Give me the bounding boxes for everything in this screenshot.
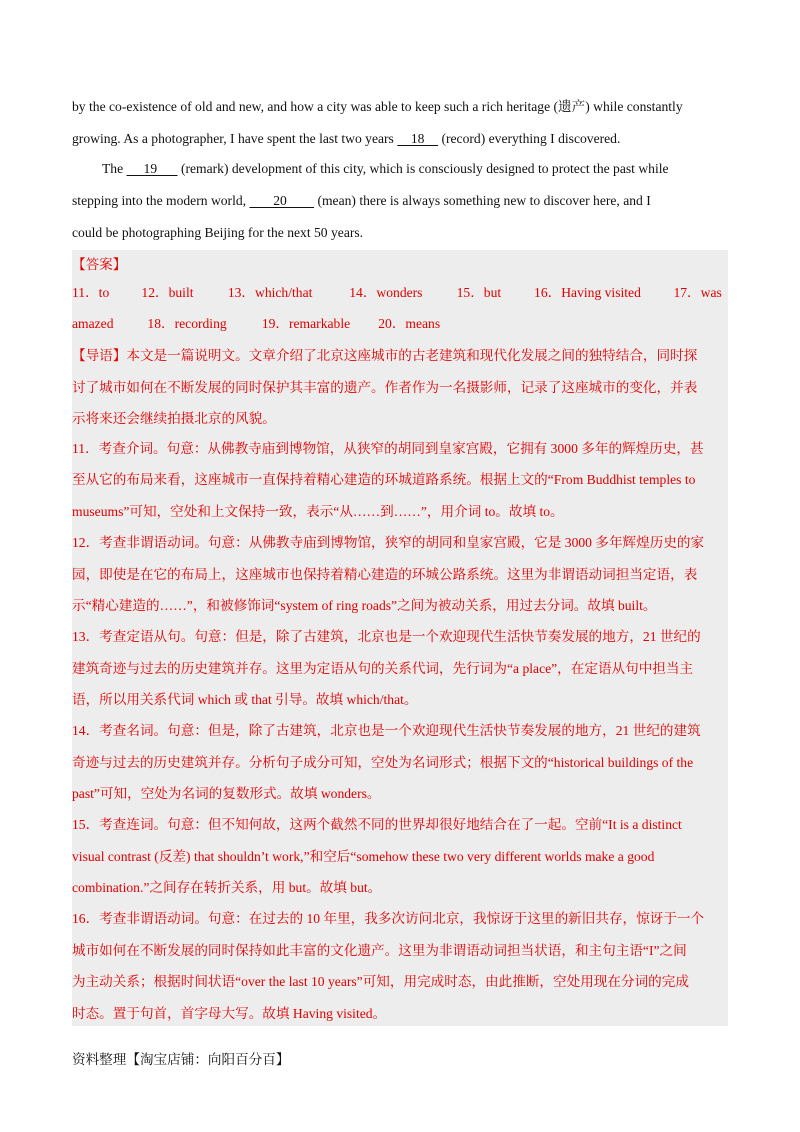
answer-row <box>72 284 728 302</box>
answer-item: 16．Having visited <box>534 285 641 300</box>
answer-item: 15．but <box>456 285 502 300</box>
analysis-line: museums”可知，空处和上文保持一致，表示“从……到……”，用介词 to。故填 to。 <box>72 504 564 519</box>
analysis-line: 【导语】本文是一篇说明文。文章介绍了北京这座城市的古老建筑和现代化发展之间的独特结合，同时探 <box>72 348 698 363</box>
analysis-line: 为主动关系；根据时间状语“over the last 10 years”可知，用完成时态，由此推断，空处用现在分词的完成 <box>72 974 689 989</box>
analysis-line: 11．考查介词。句意：从佛教寺庙到博物馆，从狭窄的胡同到皇家宫殿，它拥有 3000 多年的辉煌历史，甚 <box>72 441 704 456</box>
analysis-line: 建筑奇迹与过去的历史建筑并存。这里为定语从句的关系代词，先行词为“a place”，在定语从句中担当主 <box>72 661 694 676</box>
answer-item: 18．recording <box>147 316 227 331</box>
answer-item: 17．was <box>673 285 722 300</box>
analysis-line: 园，即使是在它的布局上，这座城市也保持着精心建造的环城公路系统。这里为非谓语动词担当定语，表 <box>72 567 698 582</box>
page-footer: 资料整理【淘宝店铺：向阳百分百】 <box>72 1052 290 1067</box>
passage-line <box>72 224 728 242</box>
analysis-line: 时态。置于句首，首字母大写。故填 Having visited。 <box>72 1006 387 1021</box>
analysis-line: 15．考查连词。句意：但不知何故，这两个截然不同的世界却很好地结合在了一起。空前“It is a distinct <box>72 817 682 832</box>
analysis-line: 讨了城市如何在不断发展的同时保护其丰富的遗产。作者作为一名摄影师，记录了这座城市的变化，并表 <box>72 380 698 395</box>
analysis-line: 13．考查定语从句。句意：但是，除了古建筑，北京也是一个欢迎现代生活快节奏发展的地方，21 世纪的 <box>72 629 701 644</box>
passage-text: (remark) development of this city, which is consciously designed to protect the past while <box>180 161 669 176</box>
analysis-line: visual contrast (反差) that shouldn’t work,”和空后“somehow these two very different worlds make a good <box>72 849 655 864</box>
answer-item: 13．which/that <box>227 285 313 300</box>
passage-line <box>72 192 728 210</box>
passage-text: stepping into the modern world, <box>72 193 247 208</box>
answer-item: amazed <box>72 316 114 331</box>
analysis-line: 城市如何在不断发展的同时保持如此丰富的文化遗产。这里为非谓语动词担当状语，和主句主语“I”之间 <box>72 943 687 958</box>
analysis-line: 语，所以用关系代词 which 或 that 引导。故填 which/that。 <box>72 692 418 707</box>
analysis-line: 示“精心建造的……”，和被修饰词“system of ring roads”之间为被动关系，用过去分词。故填 built。 <box>72 598 657 613</box>
passage-line <box>72 130 728 148</box>
analysis-line: past”可知，空处为名词的复数形式。故填 wonders。 <box>72 786 381 801</box>
analysis-line: combination.”之间存在转折关系，用 but。故填 but。 <box>72 880 382 895</box>
answer-item: 20．means <box>378 316 441 331</box>
blank-18: 18 <box>397 131 439 146</box>
analysis-line: 奇迹与过去的历史建筑并存。分析句子成分可知，空处为名词形式；根据下文的“historical buildings of the <box>72 755 694 770</box>
blank-19: 19 <box>126 161 178 176</box>
passage-text: The <box>102 161 124 176</box>
analysis-line: 14．考查名词。句意：但是，除了古建筑，北京也是一个欢迎现代生活快节奏发展的地方，21 世纪的建筑 <box>72 723 701 738</box>
analysis-line: 12．考查非谓语动词。句意：从佛教寺庙到博物馆，狭窄的胡同和皇家宫殿，它是 3000 多年辉煌历史的家 <box>72 535 705 550</box>
analysis-line: 16．考查非谓语动词。句意：在过去的 10 年里，我多次访问北京，我惊讶于这里的新旧共存，惊讶于一个 <box>72 911 705 926</box>
answer-item: 19．remarkable <box>261 316 351 331</box>
answer-row <box>72 315 728 333</box>
passage-text: (mean) there is always something new to discover here, and I <box>317 193 651 208</box>
passage-line <box>102 160 728 178</box>
passage-text: growing. As a photographer, I have spent the last two years <box>72 131 394 146</box>
answer-item: 11．to <box>72 285 110 300</box>
analysis-line: 至从它的布局来看，这座城市一直保持着精心建造的环城道路系统。根据上文的“From Buddhist temples to <box>72 472 696 487</box>
passage-text: could be photographing Beijing for the next 50 years. <box>72 225 364 240</box>
analysis-line: 示将来还会继续拍摄北京的风貌。 <box>72 411 276 426</box>
answer-item: 12．built <box>141 285 194 300</box>
passage-text: (record) everything I discovered. <box>441 131 621 146</box>
answer-item: 14．wonders <box>349 285 423 300</box>
answer-heading: 【答案】 <box>72 257 127 272</box>
passage-line <box>72 98 728 116</box>
passage-text: by the co-existence of old and new, and how a city was able to keep such a rich heritage (遗产) while constantly <box>72 99 683 114</box>
blank-20: 20 <box>249 193 315 208</box>
